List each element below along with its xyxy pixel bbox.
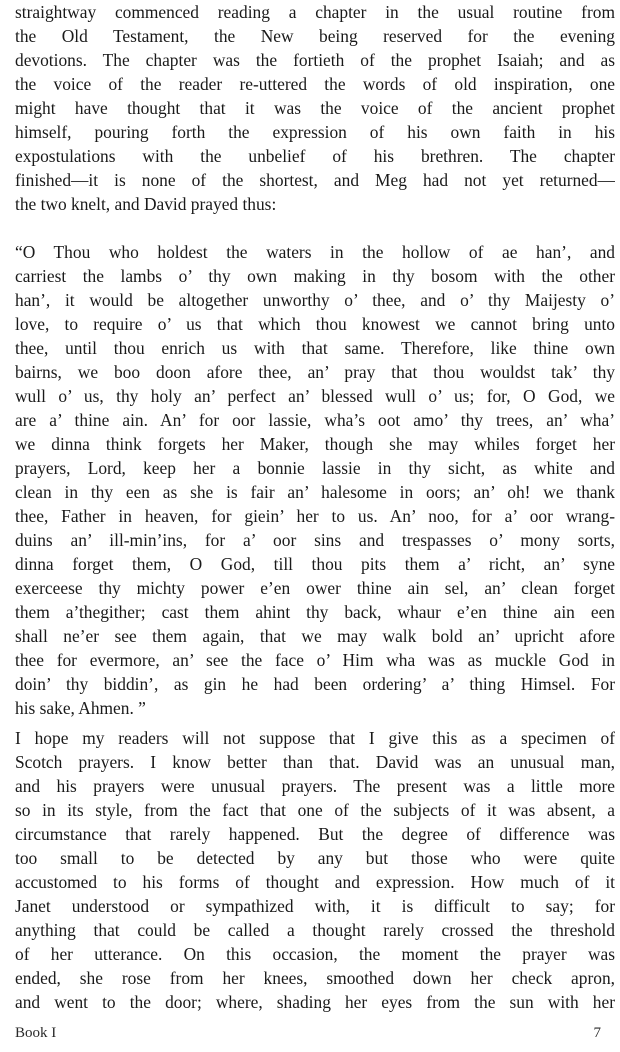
text-line: thee for evermore, an’ see the face o’ Him wha was as muckle God in: [15, 650, 615, 670]
text-line: duins an’ ill-min’ins, for a’ oor sins and trespasses o’ mony sorts,: [15, 530, 615, 550]
text-line: carriest the lambs o’ thy own making in thy bosom with the other: [15, 266, 615, 286]
text-line: straightway commenced reading a chapter in the usual routine from: [15, 2, 615, 22]
text-line: “O Thou who holdest the waters in the hollow of ae han’, and: [15, 242, 615, 262]
text-line: thee, until thou enrich us with that same. Therefore, like thine own: [15, 338, 615, 358]
text-line: wull o’ us, thy holy an’ perfect an’ blessed wull o’ us; for, O God, we: [15, 386, 615, 406]
text-line: han’, it would be altogether unworthy o’ thee, and o’ thy Maijesty o’: [15, 290, 615, 310]
text-line: I hope my readers will not suppose that I give this as a specimen of: [15, 728, 615, 748]
text-line: dinna forget them, O God, till thou pits them a’ richt, an’ syne: [15, 554, 615, 574]
text-line: doin’ thy biddin’, as gin he had been ordering’ a’ thing Himsel. For: [15, 674, 615, 694]
text-line: love, to require o’ us that which thou knowest we cannot bring unto: [15, 314, 615, 334]
paragraph-narration-intro: [15, 0, 615, 216]
page-number: 7: [593, 1025, 601, 1041]
text-line: anything that could be called a thought rarely crossed the threshold: [15, 920, 615, 940]
text-line: Scotch prayers. I know better than that. David was an unusual man,: [15, 752, 615, 772]
text-line: prayers, Lord, keep her a bonnie lassie in thy sicht, as white and: [15, 458, 615, 478]
text-line: himself, pouring forth the expression of his own faith in his: [15, 122, 615, 142]
text-line: them a’thegither; cast them ahint thy back, whaur e’en thine ain een: [15, 602, 615, 622]
text-line: the Old Testament, the New being reserved for the evening: [15, 26, 615, 46]
text-line: and his prayers were unusual prayers. The present was a little more: [15, 776, 615, 796]
text-line: and went to the door; where, shading her eyes from the sun with her: [15, 992, 615, 1012]
text-line: devotions. The chapter was the fortieth of the prophet Isaiah; and as: [15, 50, 615, 70]
text-line: are a’ thine ain. An’ for oor lassie, wha’s oot amo’ thy trees, an’ wha’: [15, 410, 615, 430]
text-line: ended, she rose from her knees, smoothed down her check apron,: [15, 968, 615, 988]
text-line: exerceese thy michty power e’en ower thine ain sel, an’ clean forget: [15, 578, 615, 598]
text-line: might have thought that it was the voice of the ancient prophet: [15, 98, 615, 118]
text-line: so in its style, from the fact that one of the subjects of it was absent, a: [15, 800, 615, 820]
text-line: his sake, Ahmen. ”: [15, 698, 146, 718]
text-line: circumstance that rarely happened. But the degree of difference was: [15, 824, 615, 844]
paragraph-prayer: [15, 240, 615, 720]
text-line: thee, Father in heaven, for giein’ her to us. An’ noo, for a’ oor wrang-: [15, 506, 615, 526]
text-line: we dinna think forgets her Maker, though she may whiles forget her: [15, 434, 615, 454]
text-line: shall ne’er see them again, that we may walk bold an’ upricht afore: [15, 626, 615, 646]
paragraph-author-commentary: [15, 726, 615, 1014]
text-line: bairns, we boo doon afore thee, an’ pray that thou wouldst tak’ thy: [15, 362, 615, 382]
text-line: finished—it is none of the shortest, and Meg had not yet returned—: [15, 170, 615, 190]
book-label: Book I: [15, 1025, 57, 1041]
text-line: too small to be detected by any but those who were quite: [15, 848, 615, 868]
text-line: Janet understood or sympathized with, it is difficult to say; for: [15, 896, 615, 916]
text-line: the two knelt, and David prayed thus:: [15, 194, 277, 214]
text-line: accustomed to his forms of thought and expression. How much of it: [15, 872, 615, 892]
text-line: clean in thy een as she is fair an’ halesome in oors; an’ oh! we thank: [15, 482, 615, 502]
text-line: of her utterance. On this occasion, the moment the prayer was: [15, 944, 615, 964]
text-line: the voice of the reader re-uttered the words of old inspiration, one: [15, 74, 615, 94]
text-line: expostulations with the unbelief of his brethren. The chapter: [15, 146, 615, 166]
